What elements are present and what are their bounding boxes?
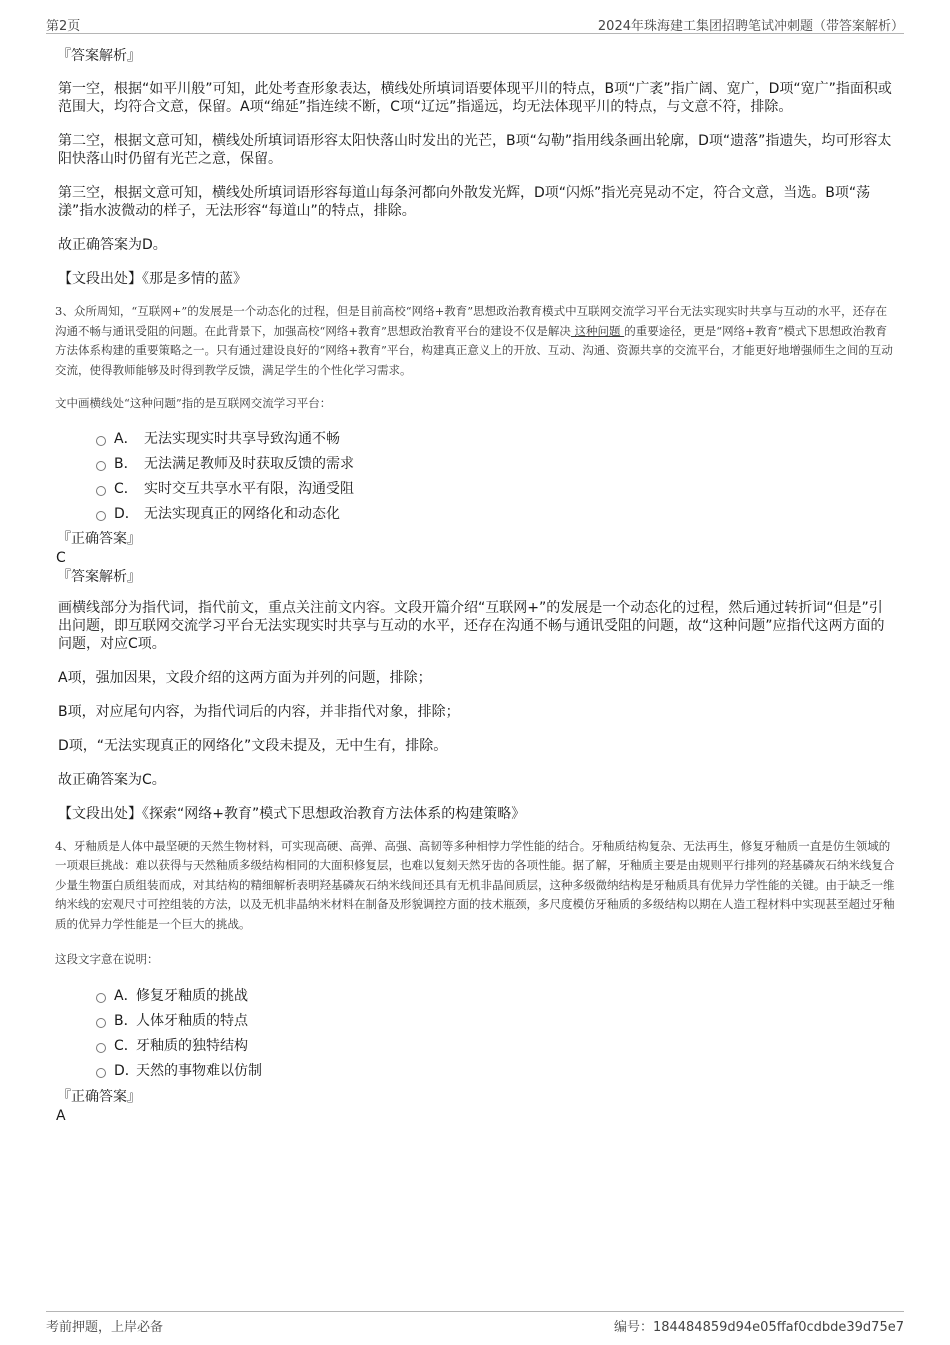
- q3-question: 文中画横线处“这种问题”指的是互联网交流学习平台：: [55, 396, 332, 410]
- q3-correct-value: C: [56, 549, 66, 566]
- q2-analysis-para-3: 第三空，根据文意可知，横线处所填词语形容每道山每条河都向外散发光辉，D项“闪烁”指光亮晃动不定，符合文意，当选。B项“荡漾”指水波微动的样子，无法形容“每道山”的特点，排除。: [58, 185, 871, 219]
- q3-option-a[interactable]: A． 无法实现实时共享导致沟通不畅: [55, 427, 895, 452]
- radio-icon[interactable]: [96, 993, 106, 1003]
- q4-option-d[interactable]: D．天然的事物难以仿制: [55, 1059, 895, 1084]
- document-title: 2024年珠海建工集团招聘笔试冲刺题（带答案解析）: [597, 19, 904, 34]
- q3-analysis-para-2: A项，强加因果，文段介绍的这两方面为并列的问题，排除；: [58, 669, 432, 686]
- radio-icon[interactable]: [96, 436, 106, 446]
- radio-icon[interactable]: [96, 486, 106, 496]
- q3-analysis-para-1: 画横线部分为指代词，指代前文，重点关注前文内容。文段开篇介绍“互联网+”的发展是一个动态化的过程，然后通过转折词“但是”引出问题，即互联网交流学习平台无法实现实时共享与互动的水平，还存在沟通不畅与通讯受阻的问题，故“这种问题”应指代这两方面的问题，对应C项。: [58, 599, 885, 652]
- page-header: [46, 13, 904, 34]
- q4-correct-value: A: [56, 1107, 66, 1124]
- q3-conclusion: 故正确答案为C。: [58, 771, 166, 788]
- q4-option-a[interactable]: A．修复牙釉质的挑战: [55, 984, 895, 1009]
- q3-passage: [55, 302, 895, 380]
- q4-correct-label: 『正确答案』: [57, 1088, 141, 1105]
- q3-analysis-para-3: B项，对应尾句内容，为指代词后的内容，并非指代对象，排除；: [58, 703, 460, 720]
- q3-option-c[interactable]: C． 实时交互共享水平有限，沟通受阻: [55, 477, 895, 502]
- q3-analysis-para-4: D项，“无法实现真正的网络化”文段未提及，无中生有，排除。: [58, 737, 448, 754]
- footer-code: 编号：184484859d94e05ffaf0cdbde39d75e7: [613, 1320, 904, 1335]
- radio-icon[interactable]: [96, 461, 106, 471]
- radio-icon[interactable]: [96, 1043, 106, 1053]
- q2-analysis-para-1: 第一空，根据“如平川般”可知，此处考查形象表达，横线处所填词语要体现平川的特点，B项“广袤”指广阔、宽广，D项“宽广”指面积或范围大，均符合文意，保留。A项“绵延”指连续不断，C项“辽远”指遥远，均无法体现平川的特点，与文意不符，排除。: [58, 81, 892, 115]
- radio-icon[interactable]: [96, 1068, 106, 1078]
- q2-analysis-para-2: 第二空，根据文意可知，横线处所填词语形容太阳快落山时发出的光芒，B项“勾勒”指用线条画出轮廓，D项“遗落”指遗失，均可形容太阳快落山时仍留有光芒之意，保留。: [58, 133, 892, 167]
- q3-passage-after: 的重要途径，更是“网络+教育”模式下思想政治教育方法体系构建的重要策略之一。只有通过建设良好的“网络+教育”平台，构建真正意义上的开放、互动、沟通、资源共享的交流平台，才能更好地增强师生之间的互动交流，使得教师能够及时得到教学反馈，满足学生的个性化学习需求。: [55, 323, 893, 377]
- radio-icon[interactable]: [96, 511, 106, 521]
- page-footer: [46, 1311, 904, 1336]
- q4-options: [55, 984, 895, 1084]
- page-number: 第2页: [46, 19, 81, 34]
- q3-underlined-phrase: 这种问题: [570, 323, 625, 338]
- q4-passage: 4、牙釉质是人体中最坚硬的天然生物材料，可实现高硬、高弹、高强、高韧等多种相悖力学性能的结合。牙釉质结构复杂、无法再生，修复牙釉质一直是仿生领域的一项艰巨挑战：难以获得与天然釉质多级结构相同的大面积修复层，也难以复刻天然牙齿的各项性能。据了解，牙釉质主要是由规则平行排列的羟基磷灰石纳米线复合少量生物蛋白质组装而成，对其结构的精细解析表明羟基磷灰石纳米线间还具有无机非晶间质层，这种多级微纳结构是牙釉质具有优异力学性能的关键。由于缺乏一维纳米线的宏观尺寸可控组装的方法，以及无机非晶纳米材料在制备及形貌调控方面的技术瓶颈，多尺度模仿牙釉质的多级结构以期在人造工程材料中实现甚至超过牙釉质的优异力学性能是一个巨大的挑战。: [55, 838, 895, 931]
- footer-slogan: 考前押题，上岸必备: [46, 1320, 164, 1335]
- q3-option-b[interactable]: B． 无法满足教师及时获取反馈的需求: [55, 452, 895, 477]
- q4-option-c[interactable]: C．牙釉质的独特结构: [55, 1034, 895, 1059]
- q3-source: 【文段出处】《探索“网络+教育”模式下思想政治教育方法体系的构建策略》: [58, 805, 526, 822]
- q3-option-d[interactable]: D． 无法实现真正的网络化和动态化: [55, 502, 895, 527]
- q3-correct-label: 『正确答案』: [57, 530, 141, 547]
- radio-icon[interactable]: [96, 1018, 106, 1028]
- q4-option-b[interactable]: B．人体牙釉质的特点: [55, 1009, 895, 1034]
- q3-passage-before: 3、众所周知，“互联网+”的发展是一个动态化的过程，但是目前高校“网络+教育”思想政治教育模式中互联网交流学习平台无法实现实时共享与互动的水平，还存在沟通不畅与通讯受阻的问题。在此背景下，加强高校“网络+教育”思想政治教育平台的建设不仅是解决: [55, 304, 888, 338]
- q2-analysis-label: 『答案解析』: [57, 48, 141, 64]
- q3-options: [55, 427, 895, 527]
- q2-source: 【文段出处】《那是多情的蓝》: [58, 271, 247, 287]
- q3-analysis-label: 『答案解析』: [57, 568, 141, 585]
- page-content: [55, 46, 895, 1125]
- q2-conclusion: 故正确答案为D。: [58, 237, 167, 253]
- q4-question: 这段文字意在说明：: [55, 952, 159, 966]
